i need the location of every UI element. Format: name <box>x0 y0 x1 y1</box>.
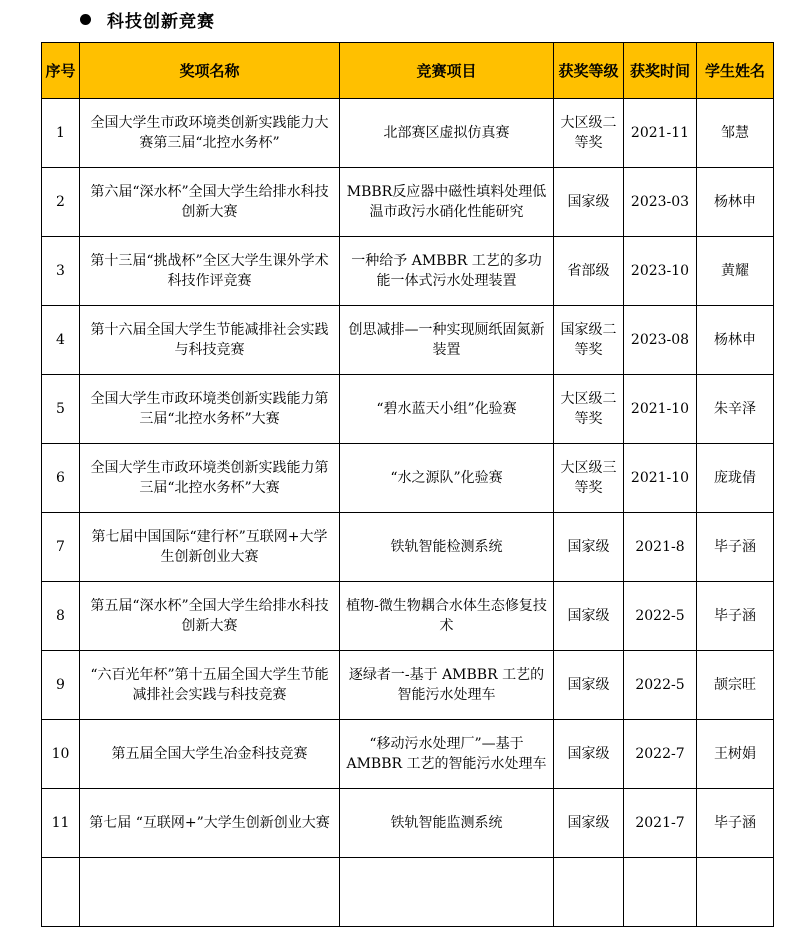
header-student: 学生姓名 <box>697 43 774 99</box>
table-row <box>42 582 774 651</box>
cell-project: “移动污水处理厂”—基于AMBBR 工艺的智能污水处理车 <box>340 720 554 789</box>
cell-project: 铁轨智能检测系统 <box>340 513 554 582</box>
empty-cell <box>554 858 624 927</box>
cell-time: 2022-5 <box>624 582 697 651</box>
cell-no: 1 <box>42 99 80 168</box>
cell-time: 2023-08 <box>624 306 697 375</box>
cell-project: “碧水蓝天小组”化验赛 <box>340 375 554 444</box>
cell-project: MBBR反应器中磁性填料处理低温市政污水硝化性能研究 <box>340 168 554 237</box>
header-award: 奖项名称 <box>80 43 340 99</box>
cell-student: 庞珑倩 <box>697 444 774 513</box>
cell-award: 第五届“深水杯”全国大学生给排水科技创新大赛 <box>80 582 340 651</box>
cell-student: 黄耀 <box>697 237 774 306</box>
cell-level: 国家级 <box>554 168 624 237</box>
table-row <box>42 237 774 306</box>
cell-project: “水之源队”化验赛 <box>340 444 554 513</box>
cell-project: 植物-微生物耦合水体生态修复技术 <box>340 582 554 651</box>
table-row <box>42 168 774 237</box>
cell-no: 8 <box>42 582 80 651</box>
cell-time: 2022-7 <box>624 720 697 789</box>
awards-table <box>41 42 774 927</box>
cell-time: 2021-11 <box>624 99 697 168</box>
cell-time: 2023-10 <box>624 237 697 306</box>
cell-level: 国家级 <box>554 651 624 720</box>
cell-no: 7 <box>42 513 80 582</box>
cell-student: 毕子涵 <box>697 513 774 582</box>
cell-student: 王树娟 <box>697 720 774 789</box>
section-title: 科技创新竞赛 <box>107 11 215 32</box>
cell-no: 5 <box>42 375 80 444</box>
cell-no: 10 <box>42 720 80 789</box>
cell-level: 国家级 <box>554 582 624 651</box>
empty-cell <box>340 858 554 927</box>
cell-student: 毕子涵 <box>697 582 774 651</box>
cell-award: “六百光年杯”第十五届全国大学生节能减排社会实践与科技竞赛 <box>80 651 340 720</box>
cell-level: 国家级 <box>554 789 624 858</box>
cell-time: 2021-7 <box>624 789 697 858</box>
cell-award: 全国大学生市政环境类创新实践能力大赛第三届“北控水务杯” <box>80 99 340 168</box>
cell-student: 颉宗旺 <box>697 651 774 720</box>
empty-cell <box>624 858 697 927</box>
table-row <box>42 444 774 513</box>
cell-no: 3 <box>42 237 80 306</box>
table-row <box>42 99 774 168</box>
table-header-row <box>42 43 774 99</box>
cell-time: 2022-5 <box>624 651 697 720</box>
cell-student: 朱辛泽 <box>697 375 774 444</box>
cell-no: 4 <box>42 306 80 375</box>
section-heading <box>80 4 215 34</box>
table-row <box>42 789 774 858</box>
cell-level: 国家级 <box>554 513 624 582</box>
cell-level: 大区级三等奖 <box>554 444 624 513</box>
cell-level: 国家级二等奖 <box>554 306 624 375</box>
cell-time: 2021-10 <box>624 444 697 513</box>
header-time: 获奖时间 <box>624 43 697 99</box>
table-row <box>42 720 774 789</box>
cell-no: 11 <box>42 789 80 858</box>
cell-time: 2021-10 <box>624 375 697 444</box>
cell-level: 大区级二等奖 <box>554 99 624 168</box>
cell-award: 第十三届“挑战杯”全区大学生课外学术科技作评竞赛 <box>80 237 340 306</box>
cell-student: 杨林申 <box>697 306 774 375</box>
cell-project: 一种给予 AMBBR 工艺的多功能一体式污水处理装置 <box>340 237 554 306</box>
cell-student: 毕子涵 <box>697 789 774 858</box>
table-row <box>42 306 774 375</box>
cell-award: 第五届全国大学生冶金科技竞赛 <box>80 720 340 789</box>
cell-award: 第七届中国国际“建行杯”互联网+大学生创新创业大赛 <box>80 513 340 582</box>
bullet-icon <box>80 14 91 25</box>
cell-no: 6 <box>42 444 80 513</box>
table-row <box>42 513 774 582</box>
cell-award: 全国大学生市政环境类创新实践能力第三届“北控水务杯”大赛 <box>80 444 340 513</box>
cell-level: 大区级二等奖 <box>554 375 624 444</box>
cell-award: 第十六届全国大学生节能减排社会实践与科技竞赛 <box>80 306 340 375</box>
cell-award: 第六届“深水杯”全国大学生给排水科技创新大赛 <box>80 168 340 237</box>
header-project: 竞赛项目 <box>340 43 554 99</box>
cell-award: 全国大学生市政环境类创新实践能力第三届“北控水务杯”大赛 <box>80 375 340 444</box>
cell-level: 省部级 <box>554 237 624 306</box>
cell-project: 创思减排—一种实现厕纸固氮新装置 <box>340 306 554 375</box>
cell-time: 2021-8 <box>624 513 697 582</box>
cell-student: 邹慧 <box>697 99 774 168</box>
table-row <box>42 651 774 720</box>
cell-time: 2023-03 <box>624 168 697 237</box>
table-row <box>42 375 774 444</box>
empty-cell <box>697 858 774 927</box>
cell-student: 杨林申 <box>697 168 774 237</box>
cell-no: 9 <box>42 651 80 720</box>
cell-project: 铁轨智能监测系统 <box>340 789 554 858</box>
empty-cell <box>80 858 340 927</box>
cell-project: 北部赛区虚拟仿真赛 <box>340 99 554 168</box>
cell-project: 逐绿者一-基于 AMBBR 工艺的智能污水处理车 <box>340 651 554 720</box>
cell-no: 2 <box>42 168 80 237</box>
cell-level: 国家级 <box>554 720 624 789</box>
cell-award: 第七届 “互联网+”大学生创新创业大赛 <box>80 789 340 858</box>
empty-cell <box>42 858 80 927</box>
header-no: 序号 <box>42 43 80 99</box>
table-row-cut-off <box>42 858 774 927</box>
header-level: 获奖等级 <box>554 43 624 99</box>
